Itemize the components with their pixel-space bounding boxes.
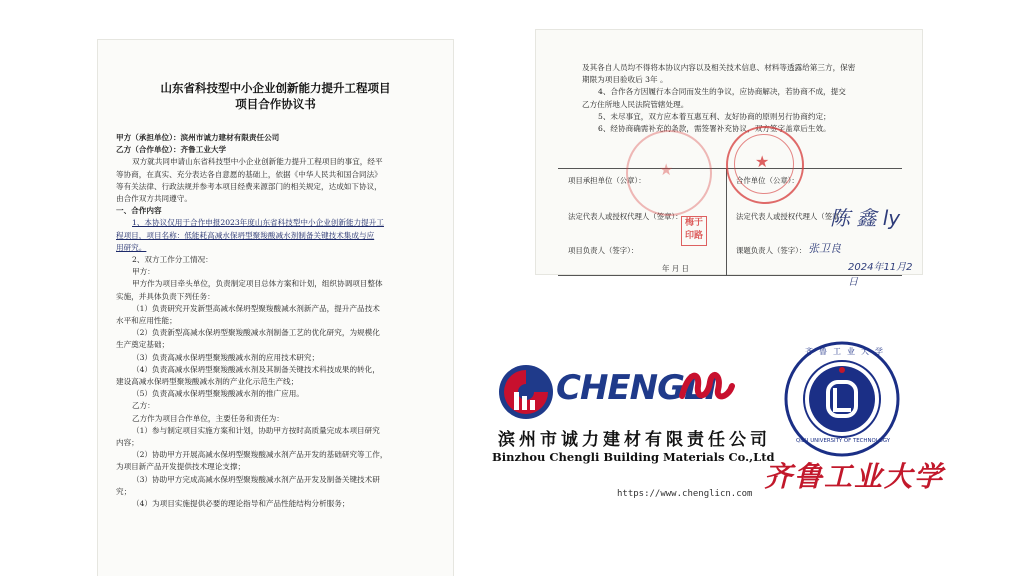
b-task-line: 究； [116,486,132,496]
qilu-ring-cn: 齐鲁工业大学 [805,347,889,356]
a-task-line: 生产奠定基础； [116,340,170,350]
b-task-line: （3）协助甲方完成高减水保坍型聚羧酸减水剂产品开发及制备关键技术研 [132,474,380,484]
left-unit-label: 项目承担单位（公章）： [568,176,646,185]
intro-line: 由合作双方共同遵守。 [116,194,192,204]
right-unit-label: 合作单位（公章）： [736,176,799,185]
rep-signature: 陈 鑫 ly [830,206,901,230]
chengli-en-name: Binzhou Chengli Building Materials Co.,Ltd [492,450,775,464]
item1-line: 用研究。 [116,242,147,252]
clause-line: 及其各自人员均不得将本协议内容以及相关技术信息、材料等透露给第三方，保密 [582,63,856,72]
a-desc-line: 实施，并具体负责下列任务： [116,291,215,301]
qilu-emblem [783,340,901,458]
intro-line: 等协商，在真实、充分表达各自意愿的基础上，依据《中华人民共和国合同法》 [116,169,382,179]
agreement-page-1 [98,40,453,576]
clause-line: 乙方住所地人民法院管辖处理。 [582,99,689,109]
party-a-heading: 甲方： [132,267,155,277]
right-rep-label: 法定代表人或授权代理人（签章）： [736,212,851,221]
doc-title-line2: 项目合作协议书 [235,97,316,111]
intro-line: 双方就共同申请山东省科技型中小企业创新能力提升工程项目的事宜，经平 [132,157,383,167]
item2-line: 2、双方工作分工情况： [132,255,213,265]
left-date-label: 年 月 日 [662,264,689,273]
personal-seal-text: 梅于印路 [684,218,703,241]
university-seal: ★ [726,126,806,206]
a-task-line: （3）负责高减水保坍型聚羧酸减水剂的应用技术研究； [132,352,320,362]
intro-line: 等有关法律、行政法规并参考本项目经费来源部门的相关规定，达成如下协议， [116,181,382,191]
a-task-line: 建设高减水保坍型聚羧酸减水剂的产业化示范生产线； [116,377,299,387]
b-desc-line: 乙方作为项目合作单位，主要任务和责任为： [132,413,284,423]
b-task-line: （2）协助甲方开展高减水保坍型聚羧酸减水剂产品开发的基础研究等工作， [132,450,388,460]
a-task-line: （4）负责高减水保坍型聚羧酸减水剂及其制备关键技术科技成果的转化， [132,364,380,374]
qilu-ring-text: QILU UNIVERSITY OF TECHNOLOGY [795,438,891,444]
clause-line: 4、合作各方因履行本合同而发生的争议，应协商解决，若协商不成，提交 [598,87,846,97]
party-a-line: 甲方（承担单位）：滨州市诚力建材有限责任公司 [116,133,280,142]
clause-line: 期限为项目验收后 3年 。 [582,75,668,85]
chengli-website-link[interactable]: https://www.chenglicn.com [617,489,753,499]
qilu-cn-name: 齐鲁工业大学 [764,460,945,493]
clause-line: 6、经协商确需补充的条款，需签署补充协议，双方签字盖章后生效。 [598,124,831,134]
b-task-line: 内容； [116,438,139,448]
leader-signature: 张卫良 [808,242,841,255]
sign-date: 2024年11月2日 [848,262,913,288]
right-leader-label: 课题负责人（签字）： [736,246,807,255]
clause-line: 5、未尽事宜，双方应本着互惠互利、友好协商的原则另行协商约定； [598,111,831,121]
a-task-line: 水平和应用性能； [116,316,177,326]
personal-seal [681,216,707,246]
party-b-line: 乙方（合作单位）：齐鲁工业大学 [116,145,227,155]
company-seal: ★ [626,130,712,216]
a-task-line: （1）负责研究开发新型高减水保坍型聚羧酸减水剂新产品，提升产品技术 [132,303,380,313]
chengli-emblem-icon [496,362,556,422]
chengli-cn-name: 滨州市诚力建材有限责任公司 [498,430,771,450]
section-heading: 一、合作内容 [116,206,162,216]
chengli-brand: CHENGLI [556,368,717,408]
item1-line: 1、本协议仅用于合作申报2023年度山东省科技型中小企业创新能力提升工 [132,218,384,228]
a-task-line: （5）负责高减水保坍型聚羧酸减水剂的推广应用。 [132,389,304,399]
left-rep-label: 法定代表人或授权代理人（签章）： [568,212,683,221]
a-task-line: （2）负责新型高减水保坍型聚羧酸减水剂制备工艺的优化研究，为规模化 [132,328,380,338]
left-leader-label: 项目负责人（签字）： [568,246,639,255]
chengli-calligraphy-icon [678,366,736,408]
b-task-line: 为项目新产品开发提供技术理论支撑； [116,462,246,472]
doc-title-line1: 山东省科技型中小企业创新能力提升工程项目 [160,81,391,95]
b-task-line: （1）参与制定项目实施方案和计划，协助甲方按时高质量完成本项目研究 [132,425,380,435]
b-task-line: （4）为项目实施提供必要的理论指导和产品性能结构分析服务； [132,499,350,509]
a-desc-line: 甲方作为项目牵头单位，负责制定项目总体方案和计划，组织协调项目整体 [132,279,383,289]
party-b-heading: 乙方： [132,401,155,411]
item1-line: 程项目，项目名称：低能耗高减水保坍型聚羧酸减水剂制备关键技术集成与应 [116,230,375,240]
agreement-page-signatures [536,30,922,288]
